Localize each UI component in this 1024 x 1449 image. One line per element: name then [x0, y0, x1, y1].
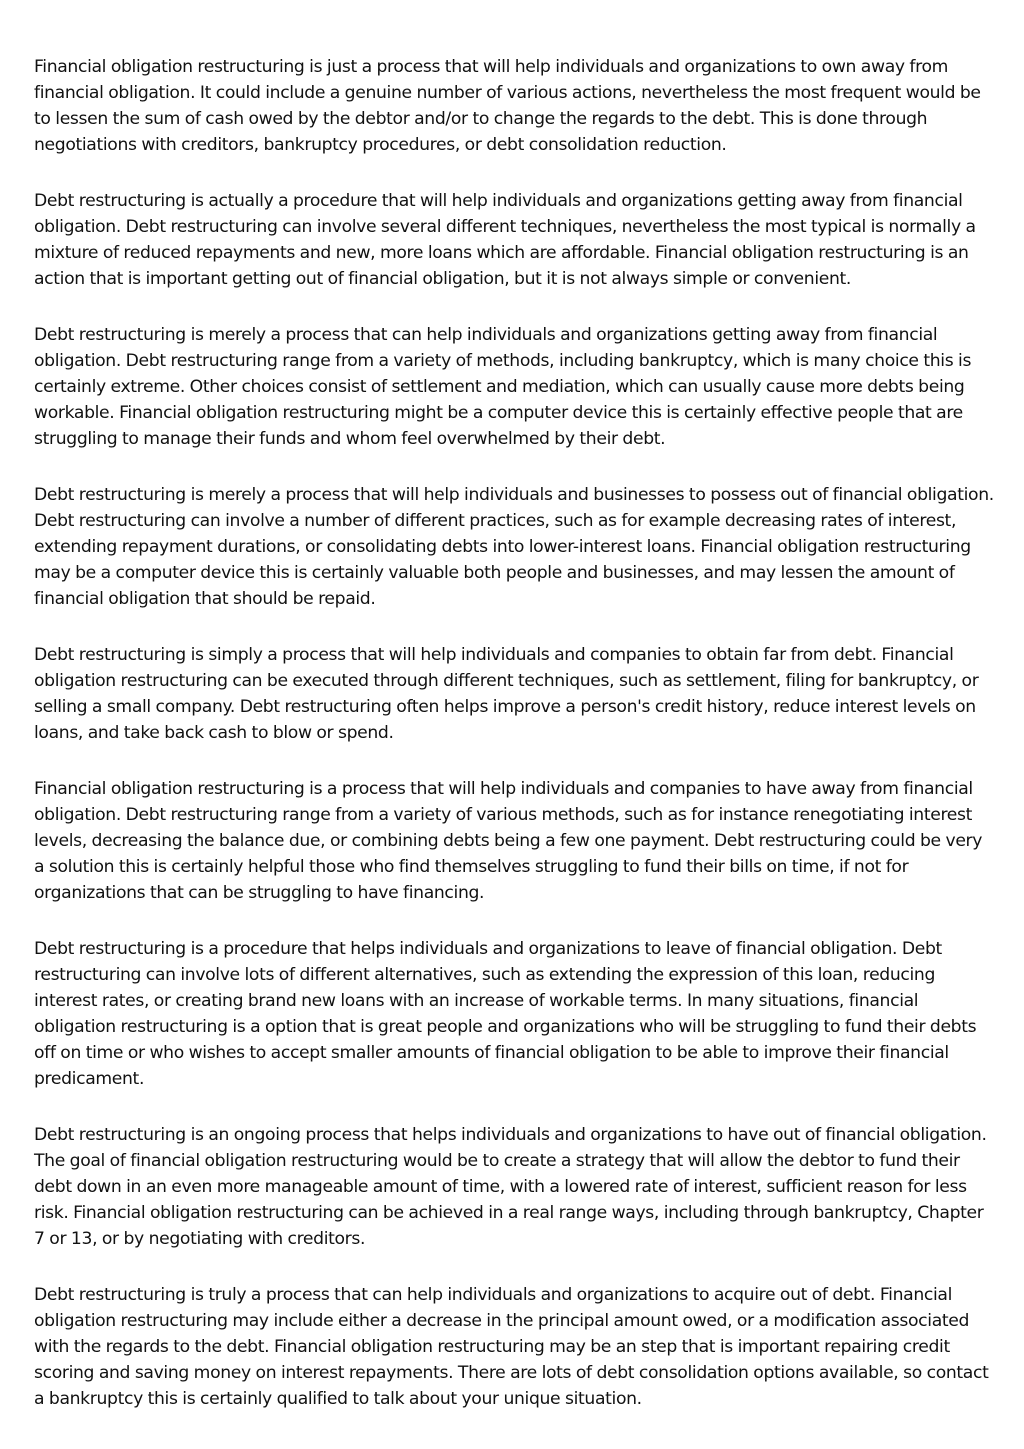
- paragraph-8: Debt restructuring is an ongoing process that helps individuals and organizations to have out of financial obligation. The goal of financial obligation restructuring would be to create a strategy that will allow the debtor to fund their debt down in an even more manageable amount of time, with a lowered rate of interest, sufficient reason for less risk. Financial obligation restructuring can be achieved in a real range ways, including through bankruptcy, Chapter 7 or 13, or by negotiating with creditors.: [34, 1125, 987, 1249]
- paragraph-4: Debt restructuring is merely a process that will help individuals and businesses to possess out of financial obligation. Debt restructuring can involve a number of different practices, such as for example decreasing rates of interest, extending repayment durations, or consolidating debts into lower-interest loans. Financial obligation restructuring may be a computer device this is certainly valuable both people and businesses, and may lessen the amount of financial obligation that should be repaid.: [34, 485, 994, 609]
- paragraph-1: Financial obligation restructuring is just a process that will help individuals and organizations to own away from financial obligation. It could include a genuine number of various actions, nevertheless the most frequent would be to lessen the sum of cash owed by the debtor and/or to change the regards to the debt. This is done through negotiations with creditors, bankruptcy procedures, or debt consolidation reduction.: [34, 57, 981, 155]
- paragraph-6: Financial obligation restructuring is a process that will help individuals and companies to have away from financial obligation. Debt restructuring range from a variety of various methods, such as for instance renegotiating interest levels, decreasing the balance due, or combining debts being a few one payment. Debt restructuring could be very a solution this is certainly helpful those who find themselves struggling to fund their bills on time, if not for organizations that can be struggling to have financing.: [34, 779, 983, 903]
- paragraph-5: Debt restructuring is simply a process that will help individuals and companies to obtain far from debt. Financial obligation restructuring can be executed through different techniques, such as settlement, filing for bankruptcy, or selling a small company. Debt restructuring often helps improve a person's credit history, reduce interest levels on loans, and take back cash to blow or spend.: [34, 645, 979, 743]
- paragraph-9: Debt restructuring is truly a process that can help individuals and organizations to acquire out of debt. Financial obligation restructuring may include either a decrease in the principal amount owed, or a modification associated with the regards to the debt. Financial obligation restructuring may be an step that is important repairing credit scoring and saving money on interest repayments. There are lots of debt consolidation options available, so contact a bankruptcy this is certainly qualified to talk about your unique situation.: [34, 1285, 989, 1409]
- paragraph-7: Debt restructuring is a procedure that helps individuals and organizations to leave of financial obligation. Debt restructuring can involve lots of different alternatives, such as extending the expression of this loan, reducing interest rates, or creating brand new loans with an increase of workable terms. In many situations, financial obligation restructuring is a option that is great people and organizations who will be struggling to fund their debts off on time or who wishes to accept smaller amounts of financial obligation to be able to improve their financial predicament.: [34, 939, 977, 1089]
- document-body: [34, 54, 994, 1442]
- paragraph-2: Debt restructuring is actually a procedure that will help individuals and organizations getting away from financial obligation. Debt restructuring can involve several different techniques, nevertheless the most typical is normally a mixture of reduced repayments and new, more loans which are affordable. Financial obligation restructuring is an action that is important getting out of financial obligation, but it is not always simple or convenient.: [34, 191, 976, 289]
- paragraph-3: Debt restructuring is merely a process that can help individuals and organizations getting away from financial obligation. Debt restructuring range from a variety of methods, including bankruptcy, which is many choice this is certainly extreme. Other choices consist of settlement and mediation, which can usually cause more debts being workable. Financial obligation restructuring might be a computer device this is certainly effective people that are struggling to manage their funds and whom feel overwhelmed by their debt.: [34, 325, 972, 449]
